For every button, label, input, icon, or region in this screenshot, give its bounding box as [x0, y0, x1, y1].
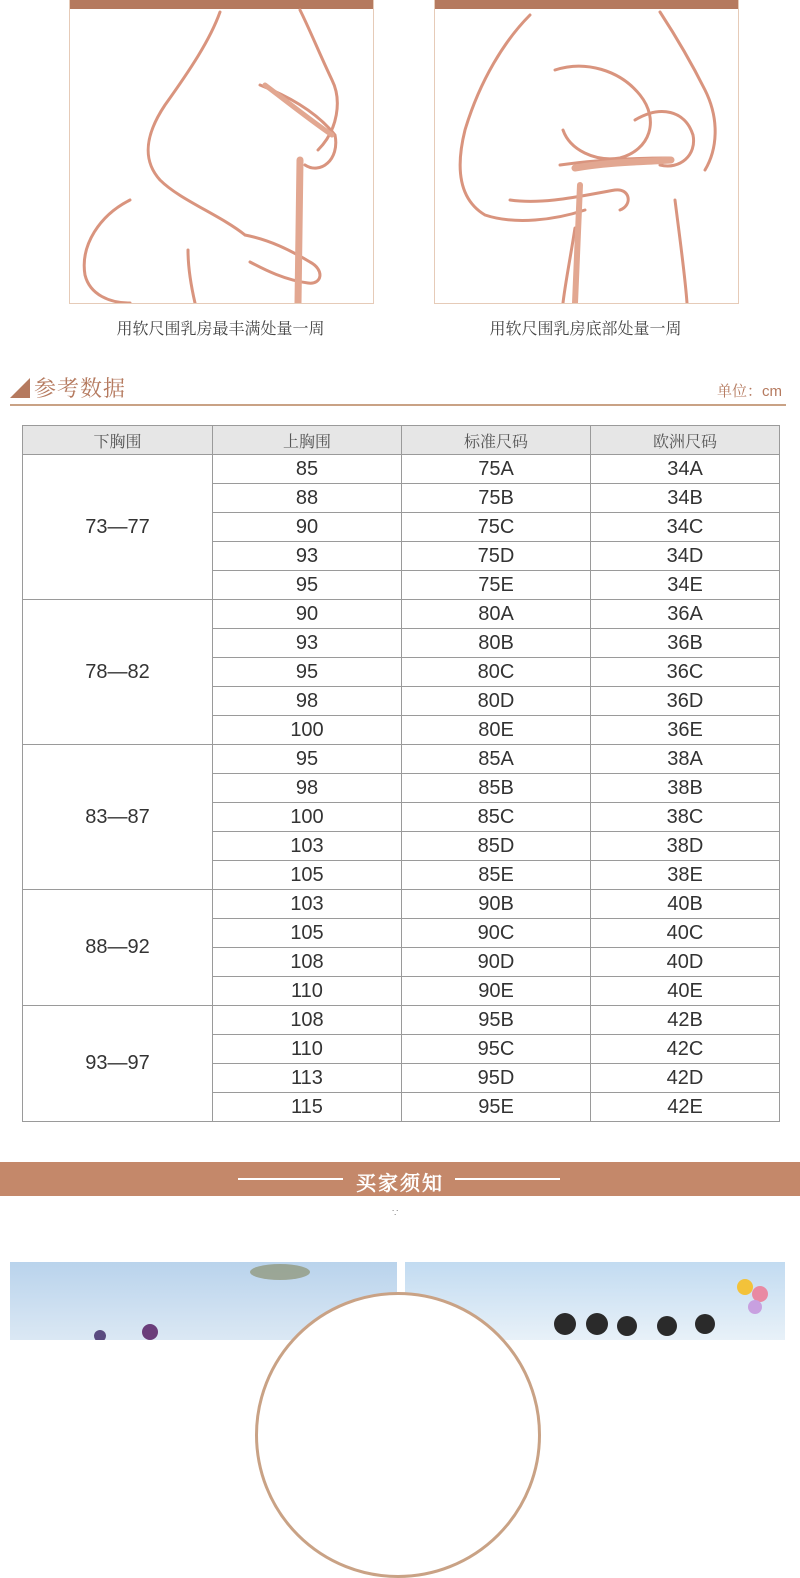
eu-size-cell: 36B	[591, 629, 780, 658]
upperbust-cell: 108	[213, 1006, 402, 1035]
upperbust-cell: 105	[213, 919, 402, 948]
caption-bust: 用软尺围乳房最丰满处量一周	[116, 321, 325, 338]
eu-size-cell: 40D	[591, 948, 780, 977]
upperbust-cell: 95	[213, 745, 402, 774]
upperbust-cell: 110	[213, 977, 402, 1006]
standard-size-cell: 75D	[402, 542, 591, 571]
header-standard-size: 标准尺码	[402, 426, 591, 455]
reference-header	[10, 372, 786, 406]
eu-size-cell: 38D	[591, 832, 780, 861]
banner-divider-right	[455, 1178, 560, 1180]
eu-size-cell: 36A	[591, 600, 780, 629]
standard-size-cell: 90C	[402, 919, 591, 948]
standard-size-cell: 75A	[402, 455, 591, 484]
table-row	[23, 1006, 780, 1035]
underbust-range-cell: 93—97	[23, 1006, 213, 1122]
table-row	[23, 890, 780, 919]
upperbust-cell: 103	[213, 832, 402, 861]
upperbust-cell: 115	[213, 1093, 402, 1122]
underbust-range-cell: 73—77	[23, 455, 213, 600]
eu-size-cell: 38C	[591, 803, 780, 832]
standard-size-cell: 90E	[402, 977, 591, 1006]
upperbust-cell: 90	[213, 513, 402, 542]
eu-size-cell: 34B	[591, 484, 780, 513]
eu-size-cell: 34D	[591, 542, 780, 571]
eu-size-cell: 36C	[591, 658, 780, 687]
underbust-range-cell: 88—92	[23, 890, 213, 1006]
standard-size-cell: 95B	[402, 1006, 591, 1035]
caption-underbust: 用软尺围乳房底部处量一周	[489, 321, 682, 338]
table-header-row	[23, 426, 780, 455]
table-row	[23, 600, 780, 629]
upperbust-cell: 108	[213, 948, 402, 977]
eu-size-cell: 34C	[591, 513, 780, 542]
eu-size-cell: 42C	[591, 1035, 780, 1064]
header-underbust: 下胸围	[23, 426, 213, 455]
standard-size-cell: 80A	[402, 600, 591, 629]
triangle-marker-icon	[10, 378, 30, 398]
standard-size-cell: 85E	[402, 861, 591, 890]
banner-title: 买家须知	[356, 1173, 444, 1195]
standard-size-cell: 85B	[402, 774, 591, 803]
underbust-range-cell: 83—87	[23, 745, 213, 890]
standard-size-cell: 75E	[402, 571, 591, 600]
standard-size-cell: 85C	[402, 803, 591, 832]
upperbust-cell: 100	[213, 803, 402, 832]
standard-size-cell: 95C	[402, 1035, 591, 1064]
upperbust-cell: 98	[213, 774, 402, 803]
bust-measure-drawing	[70, 0, 373, 303]
upperbust-cell: 113	[213, 1064, 402, 1093]
decorative-circle-frame	[255, 1292, 541, 1578]
eu-size-cell: 40B	[591, 890, 780, 919]
standard-size-cell: 80B	[402, 629, 591, 658]
eu-size-cell: 40E	[591, 977, 780, 1006]
eu-size-cell: 40C	[591, 919, 780, 948]
upperbust-cell: 90	[213, 600, 402, 629]
upperbust-cell: 95	[213, 571, 402, 600]
table-body	[23, 455, 780, 1122]
illustration-bust-measure	[69, 0, 374, 304]
standard-size-cell: 95E	[402, 1093, 591, 1122]
eu-size-cell: 42E	[591, 1093, 780, 1122]
table-row	[23, 745, 780, 774]
upperbust-cell: 98	[213, 687, 402, 716]
eu-size-cell: 42D	[591, 1064, 780, 1093]
eu-size-cell: 38B	[591, 774, 780, 803]
decorative-dots-icon: ∵	[392, 1208, 399, 1219]
unit-label: 单位：cm	[717, 383, 782, 400]
upperbust-cell: 93	[213, 542, 402, 571]
upperbust-cell: 103	[213, 890, 402, 919]
eu-size-cell: 34E	[591, 571, 780, 600]
upperbust-cell: 95	[213, 658, 402, 687]
eu-size-cell: 42B	[591, 1006, 780, 1035]
standard-size-cell: 95D	[402, 1064, 591, 1093]
upperbust-cell: 105	[213, 861, 402, 890]
header-eu-size: 欧洲尺码	[591, 426, 780, 455]
upperbust-cell: 100	[213, 716, 402, 745]
header-upperbust: 上胸围	[213, 426, 402, 455]
illustration-underbust-measure	[434, 0, 739, 304]
standard-size-cell: 90D	[402, 948, 591, 977]
upperbust-cell: 93	[213, 629, 402, 658]
eu-size-cell: 36E	[591, 716, 780, 745]
standard-size-cell: 85A	[402, 745, 591, 774]
upperbust-cell: 85	[213, 455, 402, 484]
standard-size-cell: 80C	[402, 658, 591, 687]
upperbust-cell: 88	[213, 484, 402, 513]
eu-size-cell: 36D	[591, 687, 780, 716]
standard-size-cell: 75B	[402, 484, 591, 513]
notice-banner	[0, 1162, 800, 1196]
underbust-range-cell: 78—82	[23, 600, 213, 745]
standard-size-cell: 85D	[402, 832, 591, 861]
upperbust-cell: 110	[213, 1035, 402, 1064]
size-table	[22, 425, 780, 1122]
standard-size-cell: 90B	[402, 890, 591, 919]
underbust-measure-drawing	[435, 0, 738, 303]
eu-size-cell: 34A	[591, 455, 780, 484]
table-row	[23, 455, 780, 484]
eu-size-cell: 38E	[591, 861, 780, 890]
eu-size-cell: 38A	[591, 745, 780, 774]
standard-size-cell: 80E	[402, 716, 591, 745]
standard-size-cell: 80D	[402, 687, 591, 716]
standard-size-cell: 75C	[402, 513, 591, 542]
reference-title: 参考数据	[34, 376, 127, 401]
